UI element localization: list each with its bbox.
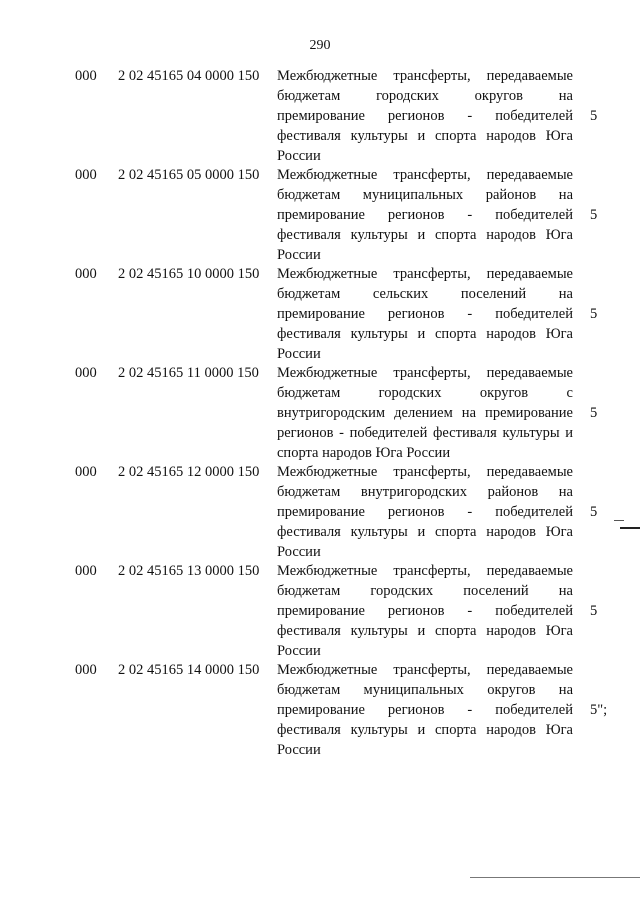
revenue-name-line: премирование регионов - победителей [277, 702, 573, 718]
amount-value: 5"; [590, 702, 608, 718]
revenue-name-line: спорта народов Юга России [277, 445, 451, 461]
revenue-name [277, 660, 573, 760]
revenue-name-line: фестиваля культуры и спорта народов Юга [277, 623, 573, 639]
admin-code: 000 [75, 662, 97, 678]
revenue-name-line: Межбюджетные трансферты, передаваемые [277, 662, 573, 678]
budget-classification-code: 2 02 45165 13 0000 150 [118, 563, 260, 579]
table-row [0, 462, 640, 561]
revenue-name-line: бюджетам сельских поселений на [277, 286, 573, 302]
revenue-name-line: бюджетам муниципальных районов на [277, 187, 573, 203]
revenue-name-line: премирование регионов - победителей [277, 306, 573, 322]
revenue-name-line: бюджетам муниципальных округов на [277, 682, 573, 698]
scan-edge-mark [614, 520, 624, 521]
budget-classification-code: 2 02 45165 05 0000 150 [118, 167, 260, 183]
revenue-name-line: бюджетам городских округов с [277, 385, 573, 401]
budget-classification-code: 2 02 45165 11 0000 150 [118, 365, 259, 381]
revenue-name-line: Межбюджетные трансферты, передаваемые [277, 68, 573, 84]
revenue-name-line: регионов - победителей фестиваля культуры и [277, 425, 573, 441]
admin-code: 000 [75, 464, 97, 480]
budget-classification-code: 2 02 45165 12 0000 150 [118, 464, 260, 480]
revenue-name-line: бюджетам городских поселений на [277, 583, 573, 599]
revenue-name-line: Межбюджетные трансферты, передаваемые [277, 167, 573, 183]
revenue-name-line: фестиваля культуры и спорта народов Юга [277, 722, 573, 738]
revenue-name-line: фестиваля культуры и спорта народов Юга [277, 227, 573, 243]
revenue-name-line: Межбюджетные трансферты, передаваемые [277, 266, 573, 282]
amount-value: 5 [590, 603, 598, 619]
admin-code: 000 [75, 68, 97, 84]
revenue-name-line: фестиваля культуры и спорта народов Юга [277, 326, 573, 342]
admin-code: 000 [75, 167, 97, 183]
revenue-name-line: внутригородским делением на премирование [277, 405, 573, 421]
revenue-name-line: России [277, 544, 321, 560]
revenue-name-line: фестиваля культуры и спорта народов Юга [277, 128, 573, 144]
admin-code: 000 [75, 563, 97, 579]
revenue-name-line: России [277, 148, 321, 164]
revenue-name-line: Межбюджетные трансферты, передаваемые [277, 365, 573, 381]
revenue-name [277, 462, 573, 562]
revenue-name-line: России [277, 742, 321, 758]
table-row [0, 561, 640, 660]
amount-value: 5 [590, 504, 598, 520]
table-row [0, 264, 640, 363]
revenue-name [277, 66, 573, 166]
budget-classification-code: 2 02 45165 14 0000 150 [118, 662, 260, 678]
revenue-name [277, 165, 573, 265]
revenue-name-line: премирование регионов - победителей [277, 603, 573, 619]
revenue-name [277, 363, 573, 463]
amount-value: 5 [590, 108, 598, 124]
revenue-name-line: премирование регионов - победителей [277, 504, 573, 520]
revenue-name-line: бюджетам внутригородских районов на [277, 484, 573, 500]
revenue-name [277, 561, 573, 661]
revenue-name-line: России [277, 643, 321, 659]
revenue-name [277, 264, 573, 364]
table-row [0, 660, 640, 759]
amount-value: 5 [590, 405, 598, 421]
revenue-name-line: России [277, 346, 321, 362]
revenue-name-line: Межбюджетные трансферты, передаваемые [277, 563, 573, 579]
revenue-name-line: фестиваля культуры и спорта народов Юга [277, 524, 573, 540]
revenue-name-line: бюджетам городских округов на [277, 88, 573, 104]
budget-classification-code: 2 02 45165 10 0000 150 [118, 266, 260, 282]
scan-edge-mark [620, 527, 640, 529]
table-row [0, 363, 640, 462]
revenue-name-line: премирование регионов - победителей [277, 108, 573, 124]
budget-classification-code: 2 02 45165 04 0000 150 [118, 68, 260, 84]
admin-code: 000 [75, 266, 97, 282]
admin-code: 000 [75, 365, 97, 381]
scan-bottom-rule [470, 877, 640, 878]
budget-table [0, 66, 640, 759]
revenue-name-line: премирование регионов - победителей [277, 207, 573, 223]
amount-value: 5 [590, 207, 598, 223]
revenue-name-line: Межбюджетные трансферты, передаваемые [277, 464, 573, 480]
table-row [0, 165, 640, 264]
table-row [0, 66, 640, 165]
page-number: 290 [309, 38, 331, 53]
amount-value: 5 [590, 306, 598, 322]
revenue-name-line: России [277, 247, 321, 263]
